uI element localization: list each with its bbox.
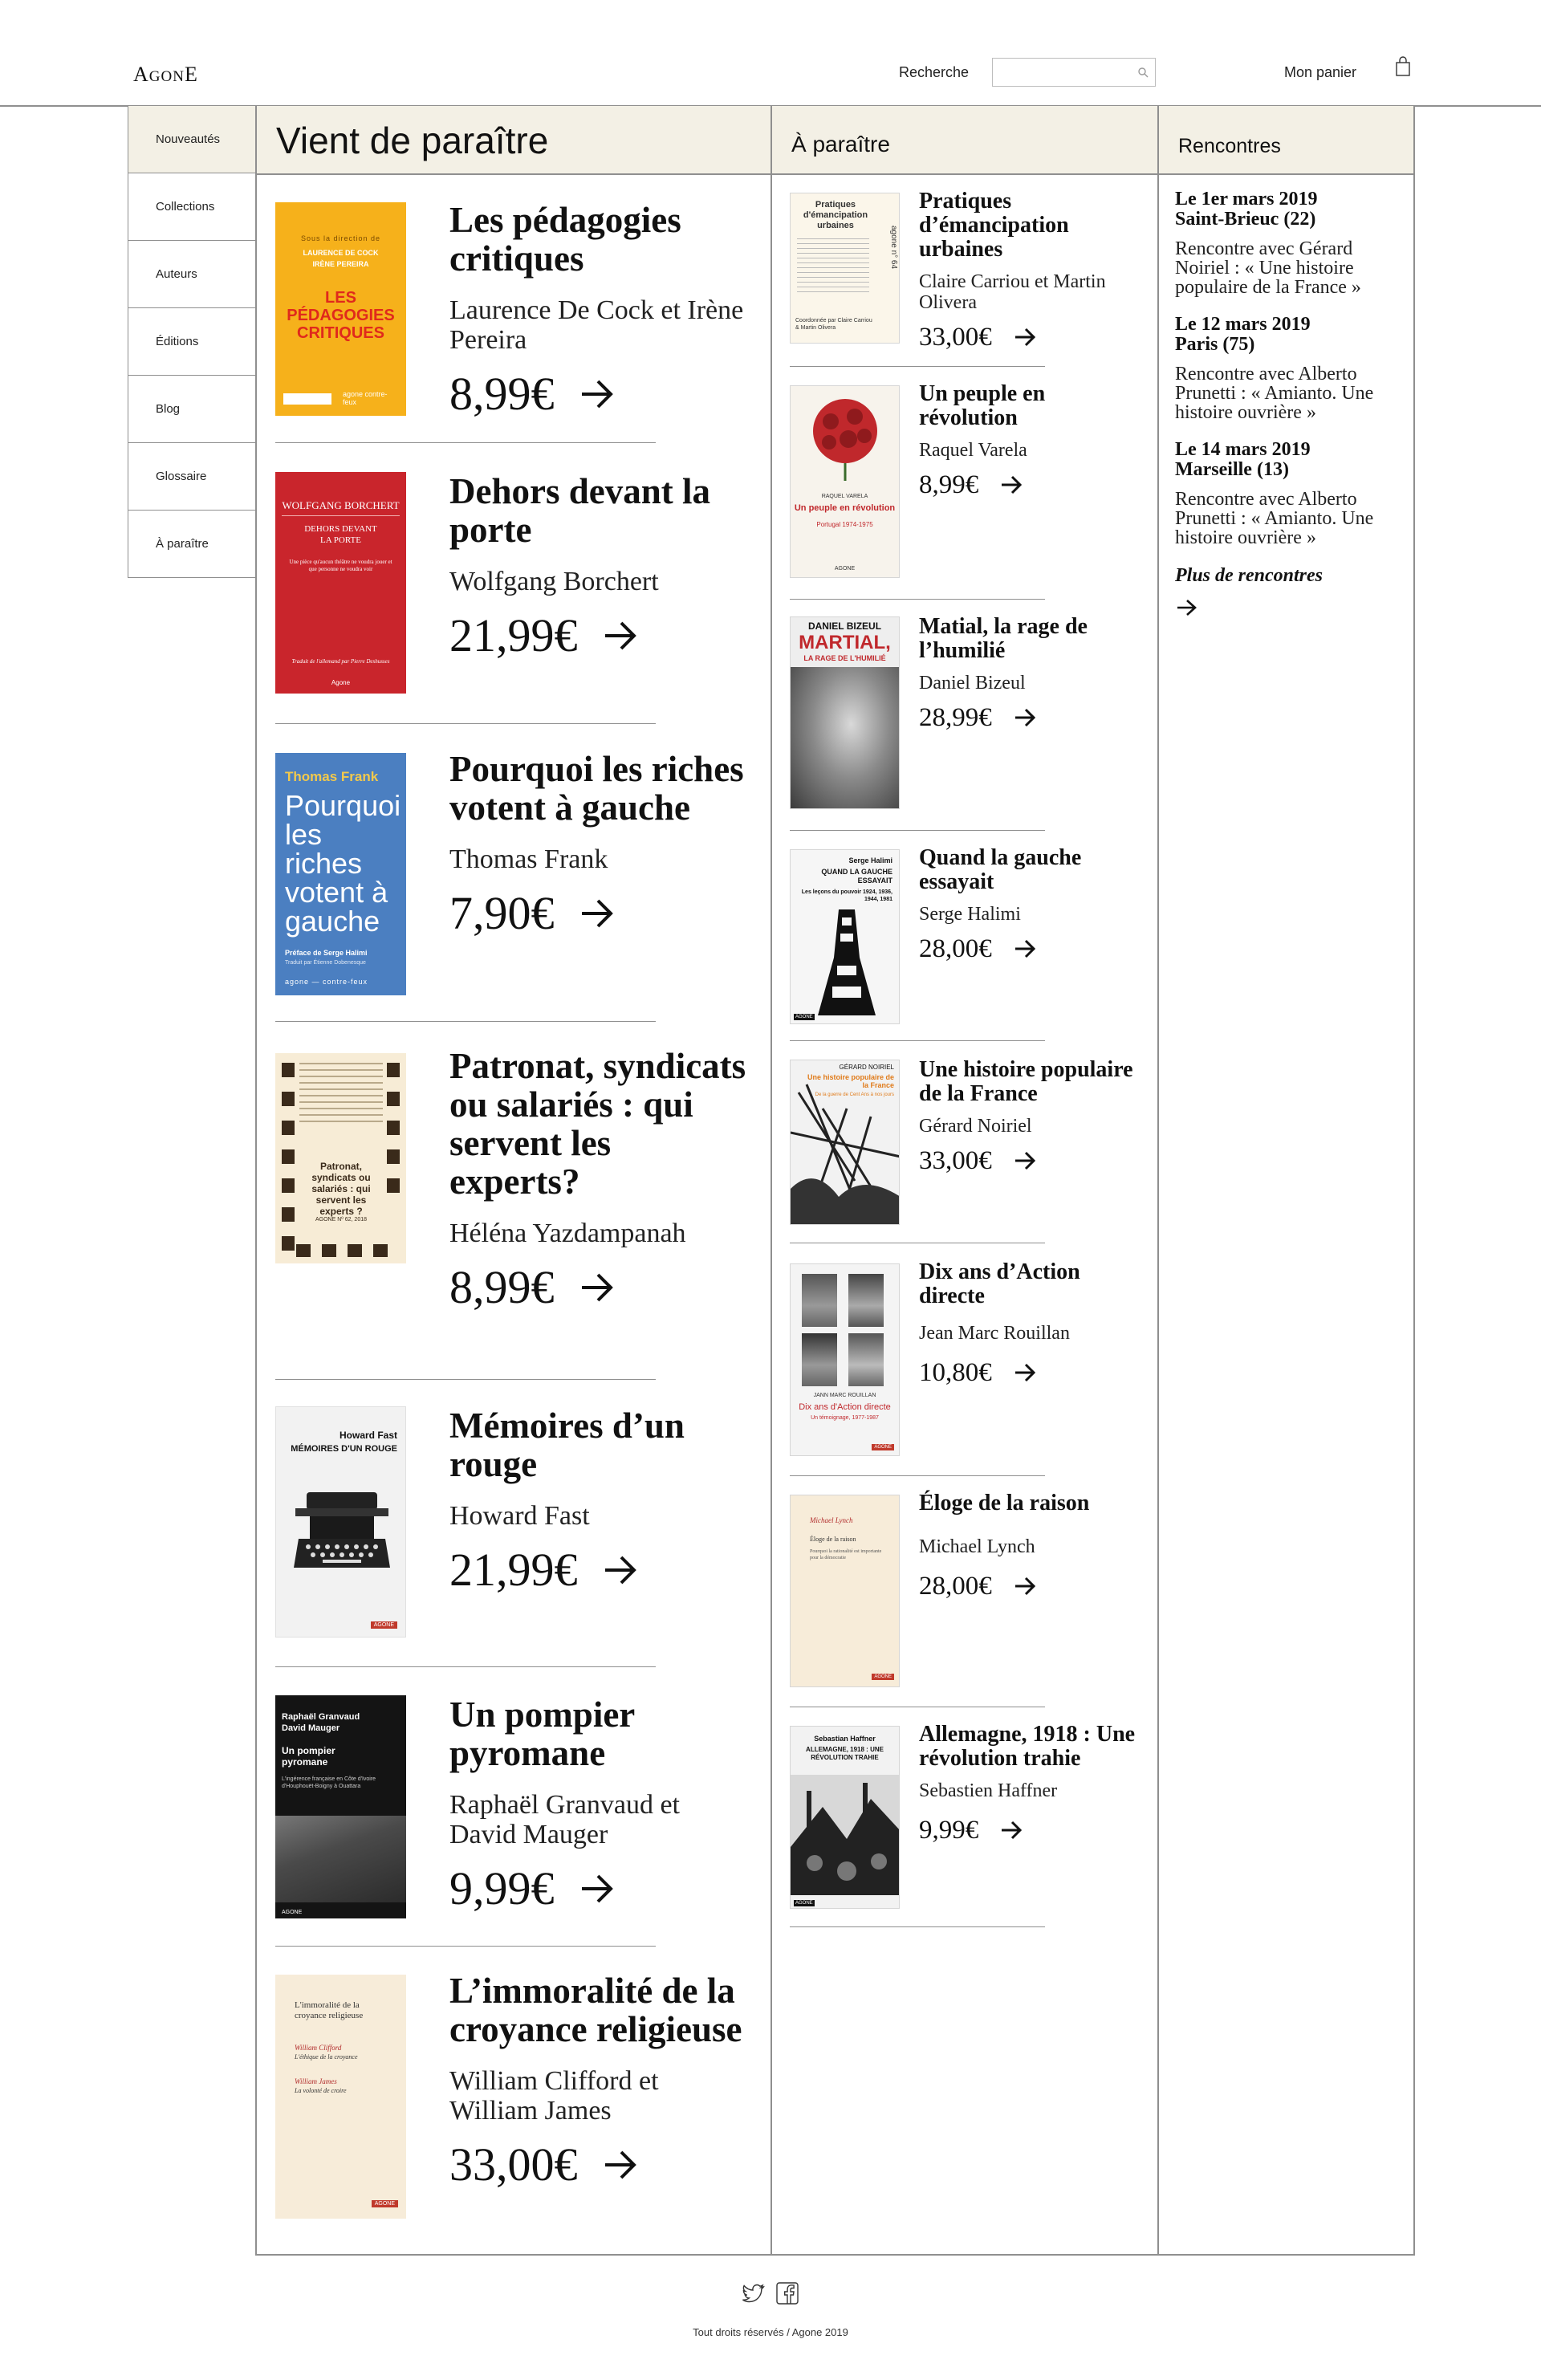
book-price[interactable]: 9,99€: [449, 1864, 746, 1914]
book-title[interactable]: Pourquoi les riches votent à gauche: [449, 749, 744, 828]
book-author[interactable]: Michael Lynch: [919, 1536, 1035, 1557]
book-cover[interactable]: Pratiques d'émancipation urbaines agone n° 64 Coordonnée par Claire Carriou & Martin Olivera: [790, 193, 900, 344]
nav-item-auteurs[interactable]: Auteurs: [128, 241, 257, 308]
book-price[interactable]: 28,99€: [919, 703, 1144, 732]
book-cover[interactable]: Thomas Frank Pourquoi les riches votent à gauche Préface de Serge Halimi Traduit par Étienne Dobenesque agone — contre-feux: [275, 753, 406, 995]
arrow-right-icon[interactable]: [1013, 707, 1037, 728]
book-cover[interactable]: Serge Halimi QUAND LA GAUCHE ESSAYAIT Les leçons du pouvoir 1924, 1936, 1944, 1981 AGONE: [790, 849, 900, 1024]
book-cover[interactable]: Howard Fast MÉMOIRES D'UN ROUGE AGONE: [275, 1406, 406, 1638]
search-label: Recherche: [899, 64, 970, 80]
book-author[interactable]: Gérard Noiriel: [919, 1116, 1032, 1137]
site-logo[interactable]: AGONE: [133, 63, 198, 86]
book-info: [449, 1695, 746, 1914]
crowd-illustration: [791, 1060, 900, 1225]
book-title[interactable]: Dix ans d’Action directe: [919, 1259, 1080, 1308]
nav-item-blog[interactable]: Blog: [128, 376, 257, 443]
book-title[interactable]: Les pédagogies critiques: [449, 200, 681, 279]
event-item[interactable]: [1175, 189, 1400, 297]
carnation-illustration: [799, 393, 892, 481]
book-title[interactable]: Éloge de la raison: [919, 1491, 1090, 1515]
separator: [275, 442, 656, 443]
event-date: Le 1er mars 2019: [1175, 189, 1318, 210]
cover-photo: [791, 667, 900, 809]
book-cover[interactable]: JANN MARC ROUILLAN Dix ans d'Action directe Un témoignage, 1977-1987 AGONE: [790, 1263, 900, 1456]
book-cover[interactable]: L'immoralité de la croyance religieuse William Clifford L'éthique de la croyance William James La volonté de croire AGONE: [275, 1975, 406, 2219]
cover-photo: [275, 1816, 406, 1902]
arrow-right-icon[interactable]: [602, 620, 639, 652]
column-divider: [1157, 106, 1159, 2256]
nav-item-nouveautes[interactable]: Nouveautés: [128, 106, 257, 173]
search-box[interactable]: [992, 58, 1156, 87]
book-author[interactable]: Wolfgang Borchert: [449, 567, 659, 596]
book-title[interactable]: Une histoire populaire de la France: [919, 1057, 1133, 1106]
search-icon[interactable]: [1137, 67, 1149, 78]
arrow-right-icon[interactable]: [579, 1271, 616, 1304]
book-author[interactable]: Raphaël Granvaud et David Mauger: [449, 1790, 680, 1849]
book-title[interactable]: Mémoires d’un rouge: [449, 1406, 685, 1484]
book-price[interactable]: 8,99€: [919, 470, 1144, 499]
event-description[interactable]: Rencontre avec Alberto Prunetti : « Amianto. Une histoire ouvrière »: [1175, 364, 1374, 423]
column-divider: [770, 106, 772, 2256]
book-cover[interactable]: Sebastian Haffner ALLEMAGNE, 1918 : UNE RÉVOLUTION TRAHIE AGONE: [790, 1726, 900, 1909]
events-list: [1175, 189, 1400, 621]
book-price[interactable]: 10,80€: [919, 1358, 1144, 1387]
book-info: [919, 1260, 1144, 1387]
event-description[interactable]: Rencontre avec Alberto Prunetti : « Amianto. Une histoire ouvrière »: [1175, 489, 1374, 548]
revolution-illustration: [791, 1775, 900, 1895]
nav-item-glossaire[interactable]: Glossaire: [128, 443, 257, 511]
book-title[interactable]: L’immoralité de la croyance religieuse: [449, 1971, 742, 2049]
copyright: Tout droits réservés / Agone 2019: [693, 2326, 848, 2338]
arrow-right-icon[interactable]: [579, 378, 616, 410]
arrow-right-icon[interactable]: [579, 1873, 616, 1905]
column-title-upcoming: À paraître: [791, 132, 890, 157]
column-header-new: [257, 106, 770, 175]
event-place: Marseille (13): [1175, 459, 1289, 480]
arrow-right-icon[interactable]: [999, 1820, 1023, 1841]
book-cover[interactable]: Michael Lynch Éloge de la raison Pourquoi la rationalité est importante pour la démocratie AGONE: [790, 1495, 900, 1687]
separator: [790, 599, 1045, 600]
book-info: [449, 1406, 746, 1595]
cover-photo: [802, 1274, 837, 1327]
book-price[interactable]: 33,00€: [449, 2140, 746, 2190]
book-author[interactable]: Daniel Bizeul: [919, 673, 1026, 694]
separator: [790, 1040, 1045, 1041]
separator: [790, 1926, 1045, 1927]
column-title-new: Vient de paraître: [276, 120, 549, 161]
event-date: Le 14 mars 2019: [1175, 439, 1311, 460]
shopping-bag-icon[interactable]: [1395, 56, 1411, 77]
book-title[interactable]: Patronat, syndicats ou salariés : qui servent les experts?: [449, 1046, 746, 1202]
book-title[interactable]: Dehors devant la porte: [449, 471, 710, 550]
arrow-right-icon[interactable]: [1013, 1362, 1037, 1383]
separator: [275, 1666, 656, 1667]
book-info: [919, 1723, 1144, 1845]
book-author[interactable]: Howard Fast: [449, 1501, 590, 1531]
typewriter-illustration: [291, 1487, 393, 1584]
separator: [790, 1475, 1045, 1476]
event-date: Le 12 mars 2019: [1175, 314, 1311, 335]
book-cover[interactable]: GÉRARD NOIRIEL Une histoire populaire de la France De la guerre de Cent Ans à nos jours: [790, 1060, 900, 1225]
column-title-events: Rencontres: [1178, 135, 1281, 157]
nav-item-a-paraitre[interactable]: À paraître: [128, 511, 257, 578]
book-info: [919, 1491, 1144, 1601]
book-title[interactable]: Allemagne, 1918 : Une révolution trahie: [919, 1722, 1136, 1771]
book-price[interactable]: 21,99€: [449, 611, 746, 661]
book-info: [449, 750, 746, 938]
event-place: Saint-Brieuc (22): [1175, 209, 1316, 230]
book-author[interactable]: William Clifford et William James: [449, 2066, 659, 2126]
arrow-right-icon[interactable]: [1013, 1150, 1037, 1171]
arrow-right-icon[interactable]: [1013, 1576, 1037, 1597]
tower-illustration: [813, 909, 880, 1015]
side-navigation: [128, 106, 257, 578]
book-title[interactable]: Un peuple en révolution: [919, 381, 1046, 430]
book-info: [449, 1047, 746, 1312]
book-info: [919, 846, 1144, 963]
column-header-upcoming: [772, 106, 1157, 175]
book-author[interactable]: Claire Carriou et Martin Olivera: [919, 271, 1106, 313]
book-info: [449, 1971, 746, 2190]
separator: [790, 830, 1045, 831]
arrow-right-icon[interactable]: [1175, 598, 1197, 617]
more-events-link[interactable]: Plus de rencontres: [1175, 565, 1323, 586]
separator: [275, 1021, 656, 1022]
book-cover[interactable]: DANIEL BIZEUL MARTIAL, LA RAGE DE L'HUMILIÉ: [790, 616, 900, 809]
book-title[interactable]: Quand la gauche essayait: [919, 845, 1082, 894]
book-price[interactable]: 28,00€: [919, 934, 1144, 963]
event-place: Paris (75): [1175, 334, 1255, 355]
arrow-right-icon[interactable]: [579, 897, 616, 930]
book-price[interactable]: 33,00€: [919, 1146, 1144, 1175]
book-cover[interactable]: Sous la direction de LAURENCE DE COCK IRÈNE PEREIRA LES PÉDAGOGIES CRITIQUES agone contre-feux: [275, 202, 406, 416]
nav-item-collections[interactable]: Collections: [128, 173, 257, 241]
book-price[interactable]: 8,99€: [449, 1263, 746, 1312]
book-cover[interactable]: Raphaël Granvaud David Mauger Un pompier pyromane L'ingérence française en Côte d'Ivoire d'Houphouët-Boigny à Ouattara AGONE: [275, 1695, 406, 1918]
book-info: [919, 382, 1144, 499]
arrow-right-icon[interactable]: [602, 2149, 639, 2181]
book-title[interactable]: Pratiques d’émancipation urbaines: [919, 189, 1069, 262]
separator: [790, 366, 1045, 367]
book-cover[interactable]: Patronat, syndicats ou salariés : qui servent les experts ? AGONE Nº 62, 2018: [275, 1053, 406, 1263]
cover-photo: [802, 1333, 837, 1386]
arrow-right-icon[interactable]: [602, 1554, 639, 1586]
book-author[interactable]: Sebastien Haffner: [919, 1780, 1058, 1801]
separator: [275, 1946, 656, 1947]
book-author[interactable]: Serge Halimi: [919, 904, 1021, 925]
book-info: [449, 201, 746, 419]
facebook-icon[interactable]: [775, 2281, 799, 2305]
book-author[interactable]: Héléna Yazdampanah: [449, 1218, 686, 1248]
twitter-icon[interactable]: [742, 2281, 766, 2305]
book-title[interactable]: Matial, la rage de l’humilié: [919, 614, 1088, 663]
event-item[interactable]: [1175, 440, 1400, 547]
book-info: [449, 472, 746, 661]
event-description[interactable]: Rencontre avec Gérard Noiriel : « Une histoire populaire de la France »: [1175, 238, 1361, 298]
book-info: [919, 1058, 1144, 1175]
arrow-right-icon[interactable]: [1013, 938, 1037, 959]
book-cover[interactable]: WOLFGANG BORCHERT DEHORS DEVANT LA PORTE Une pièce qu'aucun théâtre ne voudra jouer et que personne ne voudra voir Traduit de l'allemand par Pierre Deshusses Agone: [275, 472, 406, 694]
cover-photo: [848, 1333, 884, 1386]
book-author[interactable]: Laurence De Cock et Irène Pereira: [449, 295, 744, 355]
arrow-right-icon[interactable]: [999, 474, 1023, 495]
book-price[interactable]: 8,99€: [449, 369, 746, 419]
cover-photo: [848, 1274, 884, 1327]
book-price[interactable]: 9,99€: [919, 1816, 1144, 1845]
book-author[interactable]: Jean Marc Rouillan: [919, 1323, 1070, 1344]
book-price[interactable]: 21,99€: [449, 1545, 746, 1595]
book-price[interactable]: 7,90€: [449, 889, 746, 938]
column-header-events: [1159, 106, 1413, 175]
search-input[interactable]: [993, 59, 1129, 86]
arrow-right-icon[interactable]: [1013, 327, 1037, 348]
book-cover[interactable]: RAQUEL VARELA Un peuple en révolution Portugal 1974-1975 AGONE: [790, 385, 900, 578]
book-title[interactable]: Un pompier pyromane: [449, 1694, 635, 1773]
event-item[interactable]: [1175, 315, 1400, 422]
book-price[interactable]: 28,00€: [919, 1572, 1144, 1601]
nav-item-editions[interactable]: Éditions: [128, 308, 257, 376]
book-author[interactable]: Raquel Varela: [919, 440, 1027, 461]
cart-link[interactable]: Mon panier: [1284, 64, 1357, 80]
book-author[interactable]: Thomas Frank: [449, 844, 608, 874]
book-info: [919, 615, 1144, 732]
separator: [275, 723, 656, 724]
book-info: [919, 189, 1144, 352]
separator: [275, 1379, 656, 1380]
book-price[interactable]: 33,00€: [919, 323, 1144, 352]
